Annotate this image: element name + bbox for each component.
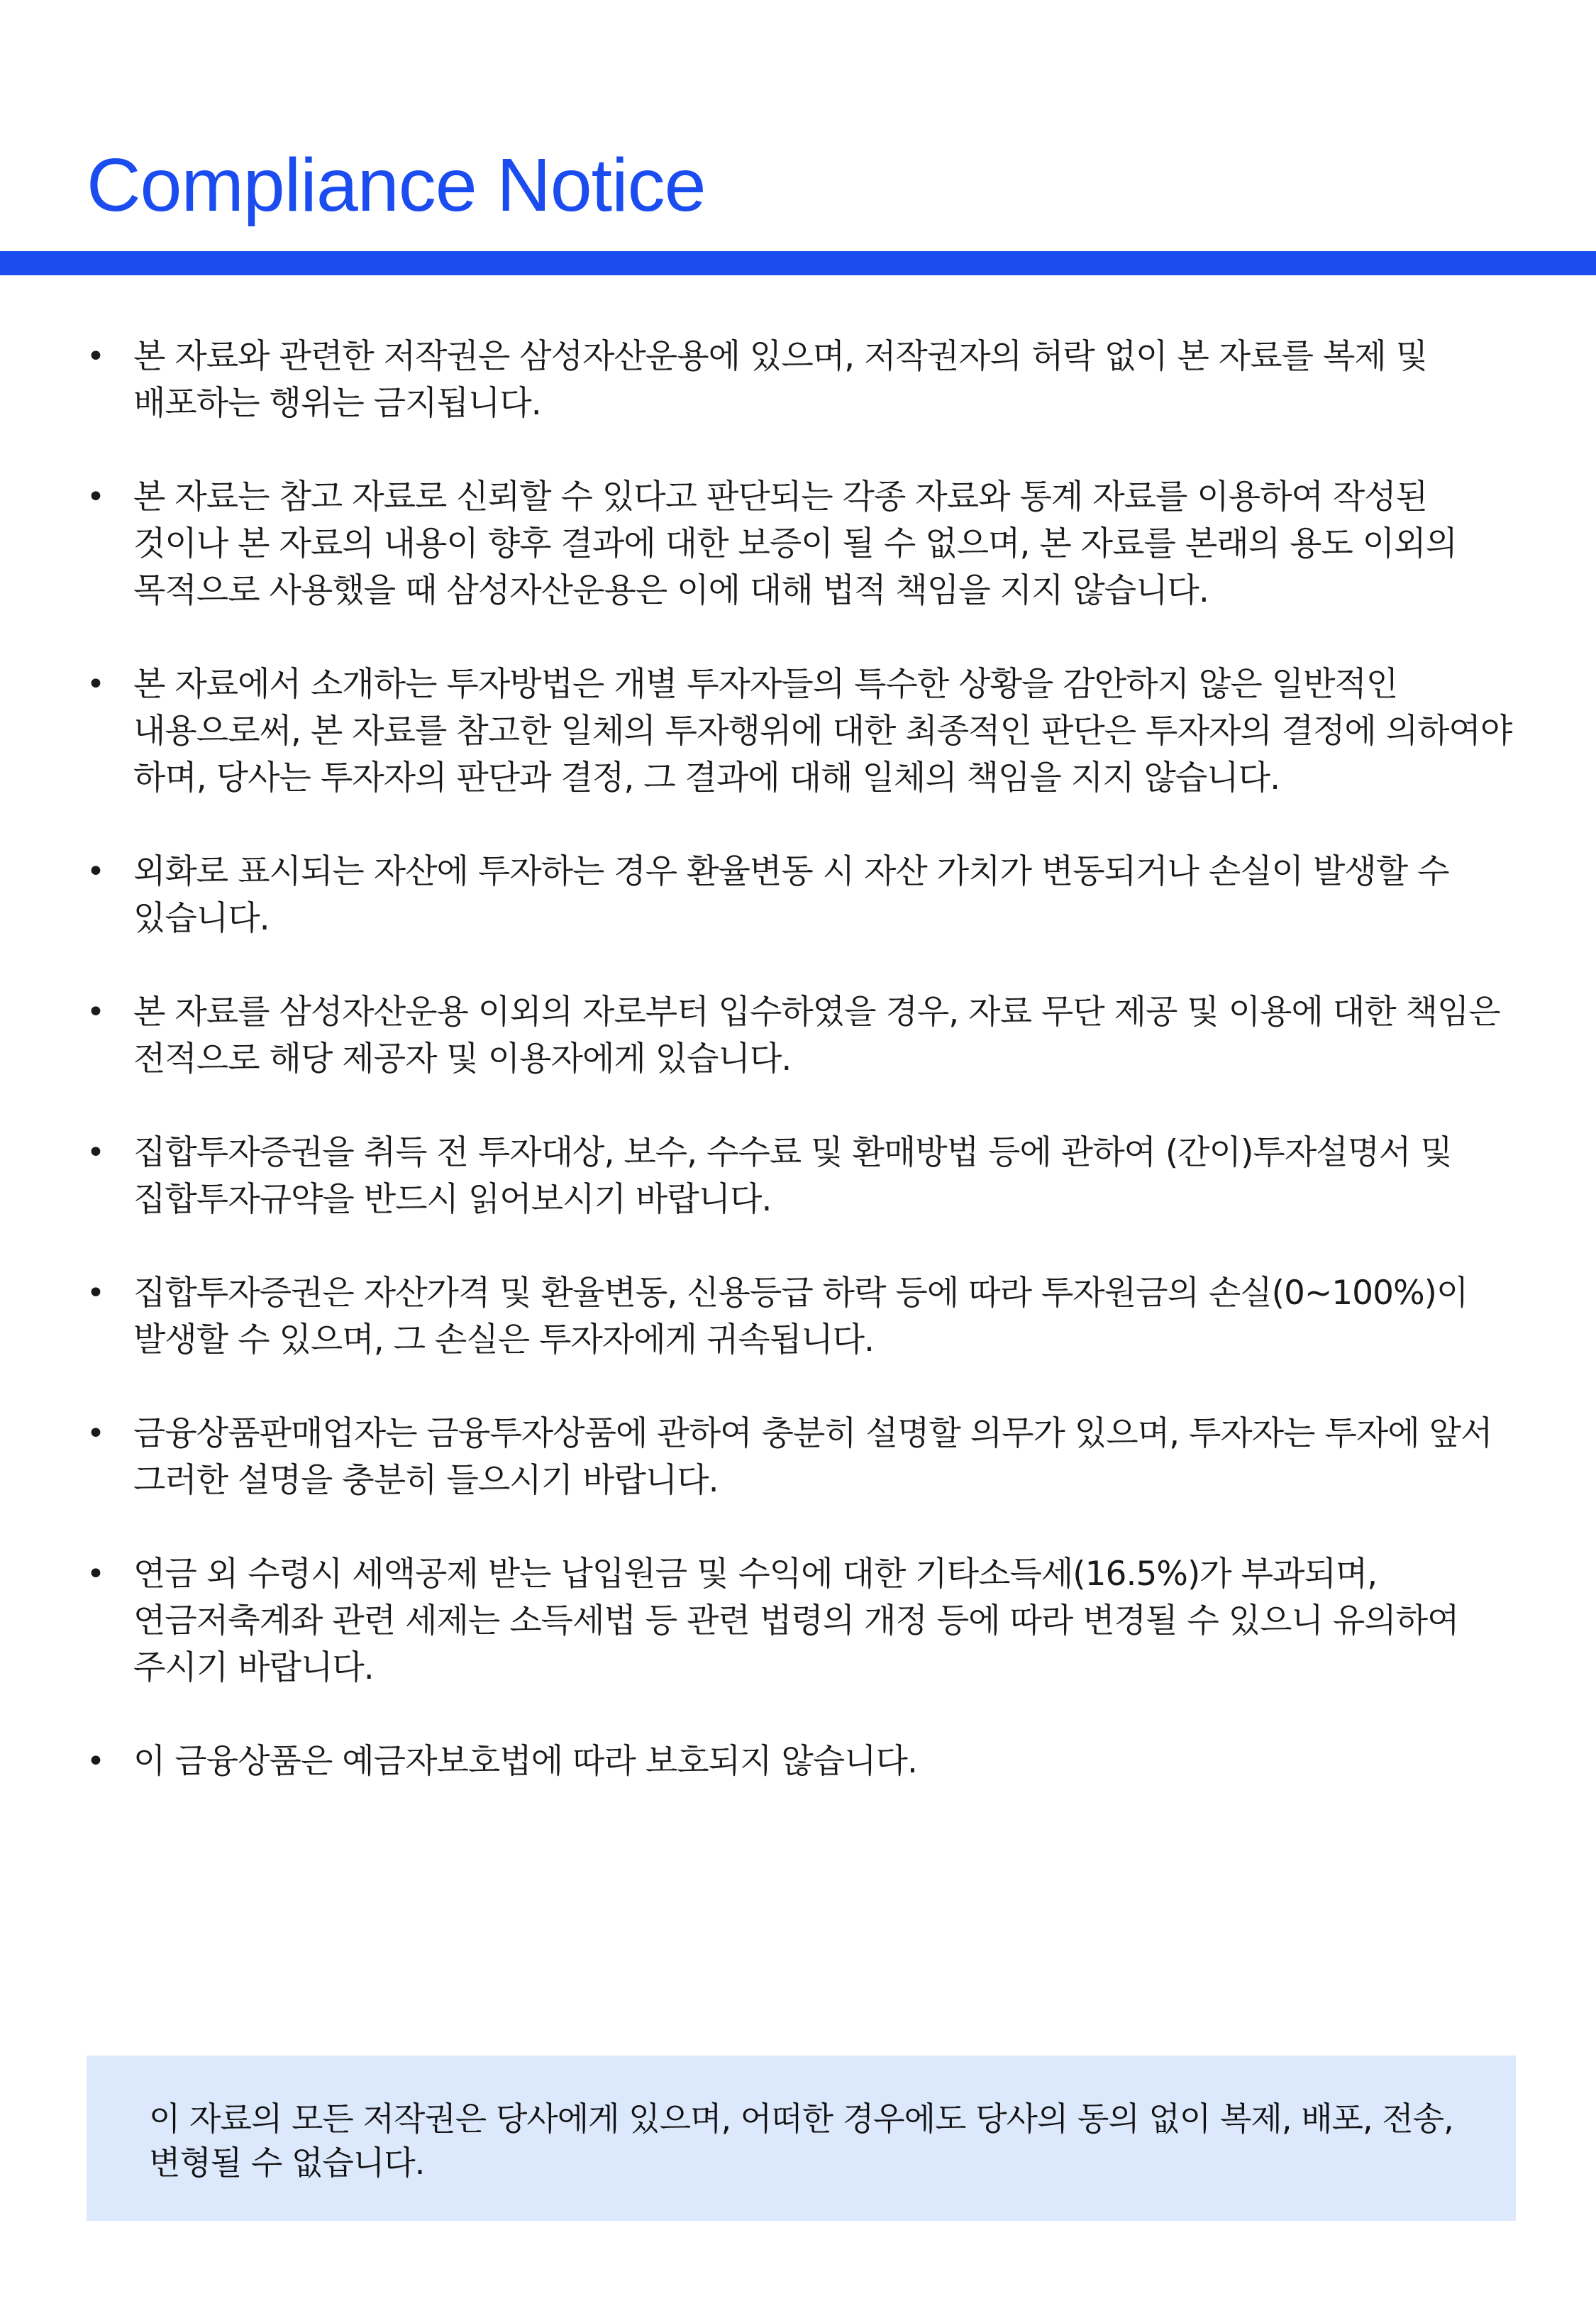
bullet-icon: • [87,666,104,702]
page-title: Compliance Notice [87,143,706,227]
notice-text: 본 자료에서 소개하는 투자방법은 개별 투자자들의 특수한 상황을 감안하지 않은 일반적인 내용으로써, 본 자료를 참고한 일체의 투자행위에 대한 최종적인 판단은 투자자의 결정에 의하여야 하며, 당사는 투자자의 판단과 결정, 그 결과에 대해 일체의 책임을 지지 않습니다. [133,665,1512,798]
notice-item-7 [87,1270,1512,1364]
notice-text: 본 자료를 삼성자산운용 이외의 자로부터 입수하였을 경우, 자료 무단 제공 및 이용에 대한 책임은 전적으로 해당 제공자 및 이용자에게 있습니다. [133,993,1500,1078]
notice-text: 이 금융상품은 예금자보호법에 따라 보호되지 않습니다. [133,1742,917,1781]
bullet-icon: • [87,1275,104,1311]
notice-text: 집합투자증권은 자산가격 및 환율변동, 신용등급 하락 등에 따라 투자원금의 손실(0~100%)이 발생할 수 있으며, 그 손실은 투자자에게 귀속됩니다. [133,1274,1468,1359]
notice-list [87,333,1512,1832]
bullet-icon: • [87,338,104,375]
notice-item-2 [87,474,1512,614]
bullet-icon: • [87,1416,104,1452]
notice-text: 외화로 표시되는 자산에 투자하는 경우 환율변동 시 자산 가치가 변동되거나 손실이 발생할 수 있습니다. [133,852,1449,938]
notice-item-3 [87,661,1512,802]
notice-item-10 [87,1738,1512,1785]
notice-item-9 [87,1551,1512,1692]
bullet-icon: • [87,994,104,1030]
bullet-icon: • [87,854,104,890]
notice-item-4 [87,849,1512,942]
notice-text: 집합투자증권을 취득 전 투자대상, 보수, 수수료 및 환매방법 등에 관하여 (간이)투자설명서 및 집합투자규약을 반드시 읽어보시기 바랍니다. [133,1133,1452,1219]
copyright-footer-box [87,2056,1516,2221]
notice-text: 금융상품판매업자는 금융투자상품에 관하여 충분히 설명할 의무가 있으며, 투자자는 투자에 앞서 그러한 설명을 충분히 들으시기 바랍니다. [133,1414,1492,1500]
notice-item-6 [87,1130,1512,1223]
notice-text: 본 자료와 관련한 저작권은 삼성자산운용에 있으며, 저작권자의 허락 없이 본 자료를 복제 및 배포하는 행위는 금지됩니다. [133,337,1428,423]
bullet-icon: • [87,1135,104,1171]
bullet-icon: • [87,479,104,515]
bullet-icon: • [87,1743,104,1780]
notice-text: 연금 외 수령시 세액공제 받는 납입원금 및 수익에 대한 기타소득세(16.5%)가 부과되며, 연금저축계좌 관련 세제는 소득세법 등 관련 법령의 개정 등에 따라 변경될 수 있으니 유의하여 주시기 바랍니다. [133,1555,1459,1687]
copyright-footer-text: 이 자료의 모든 저작권은 당사에게 있으며, 어떠한 경우에도 당사의 동의 없이 복제, 배포, 전송, 변형될 수 없습니다. [149,2100,1453,2182]
notice-item-5 [87,989,1512,1083]
notice-item-1 [87,333,1512,427]
notice-item-8 [87,1411,1512,1504]
notice-text: 본 자료는 참고 자료로 신뢰할 수 있다고 판단되는 각종 자료와 통계 자료를 이용하여 작성된 것이나 본 자료의 내용이 향후 결과에 대한 보증이 될 수 없으며, 본 자료를 본래의 용도 이외의 목적으로 사용했을 때 삼성자산운용은 이에 대해 법적 책임을 지지 않습니다. [133,478,1457,610]
title-divider [0,251,1596,275]
bullet-icon: • [87,1556,104,1592]
